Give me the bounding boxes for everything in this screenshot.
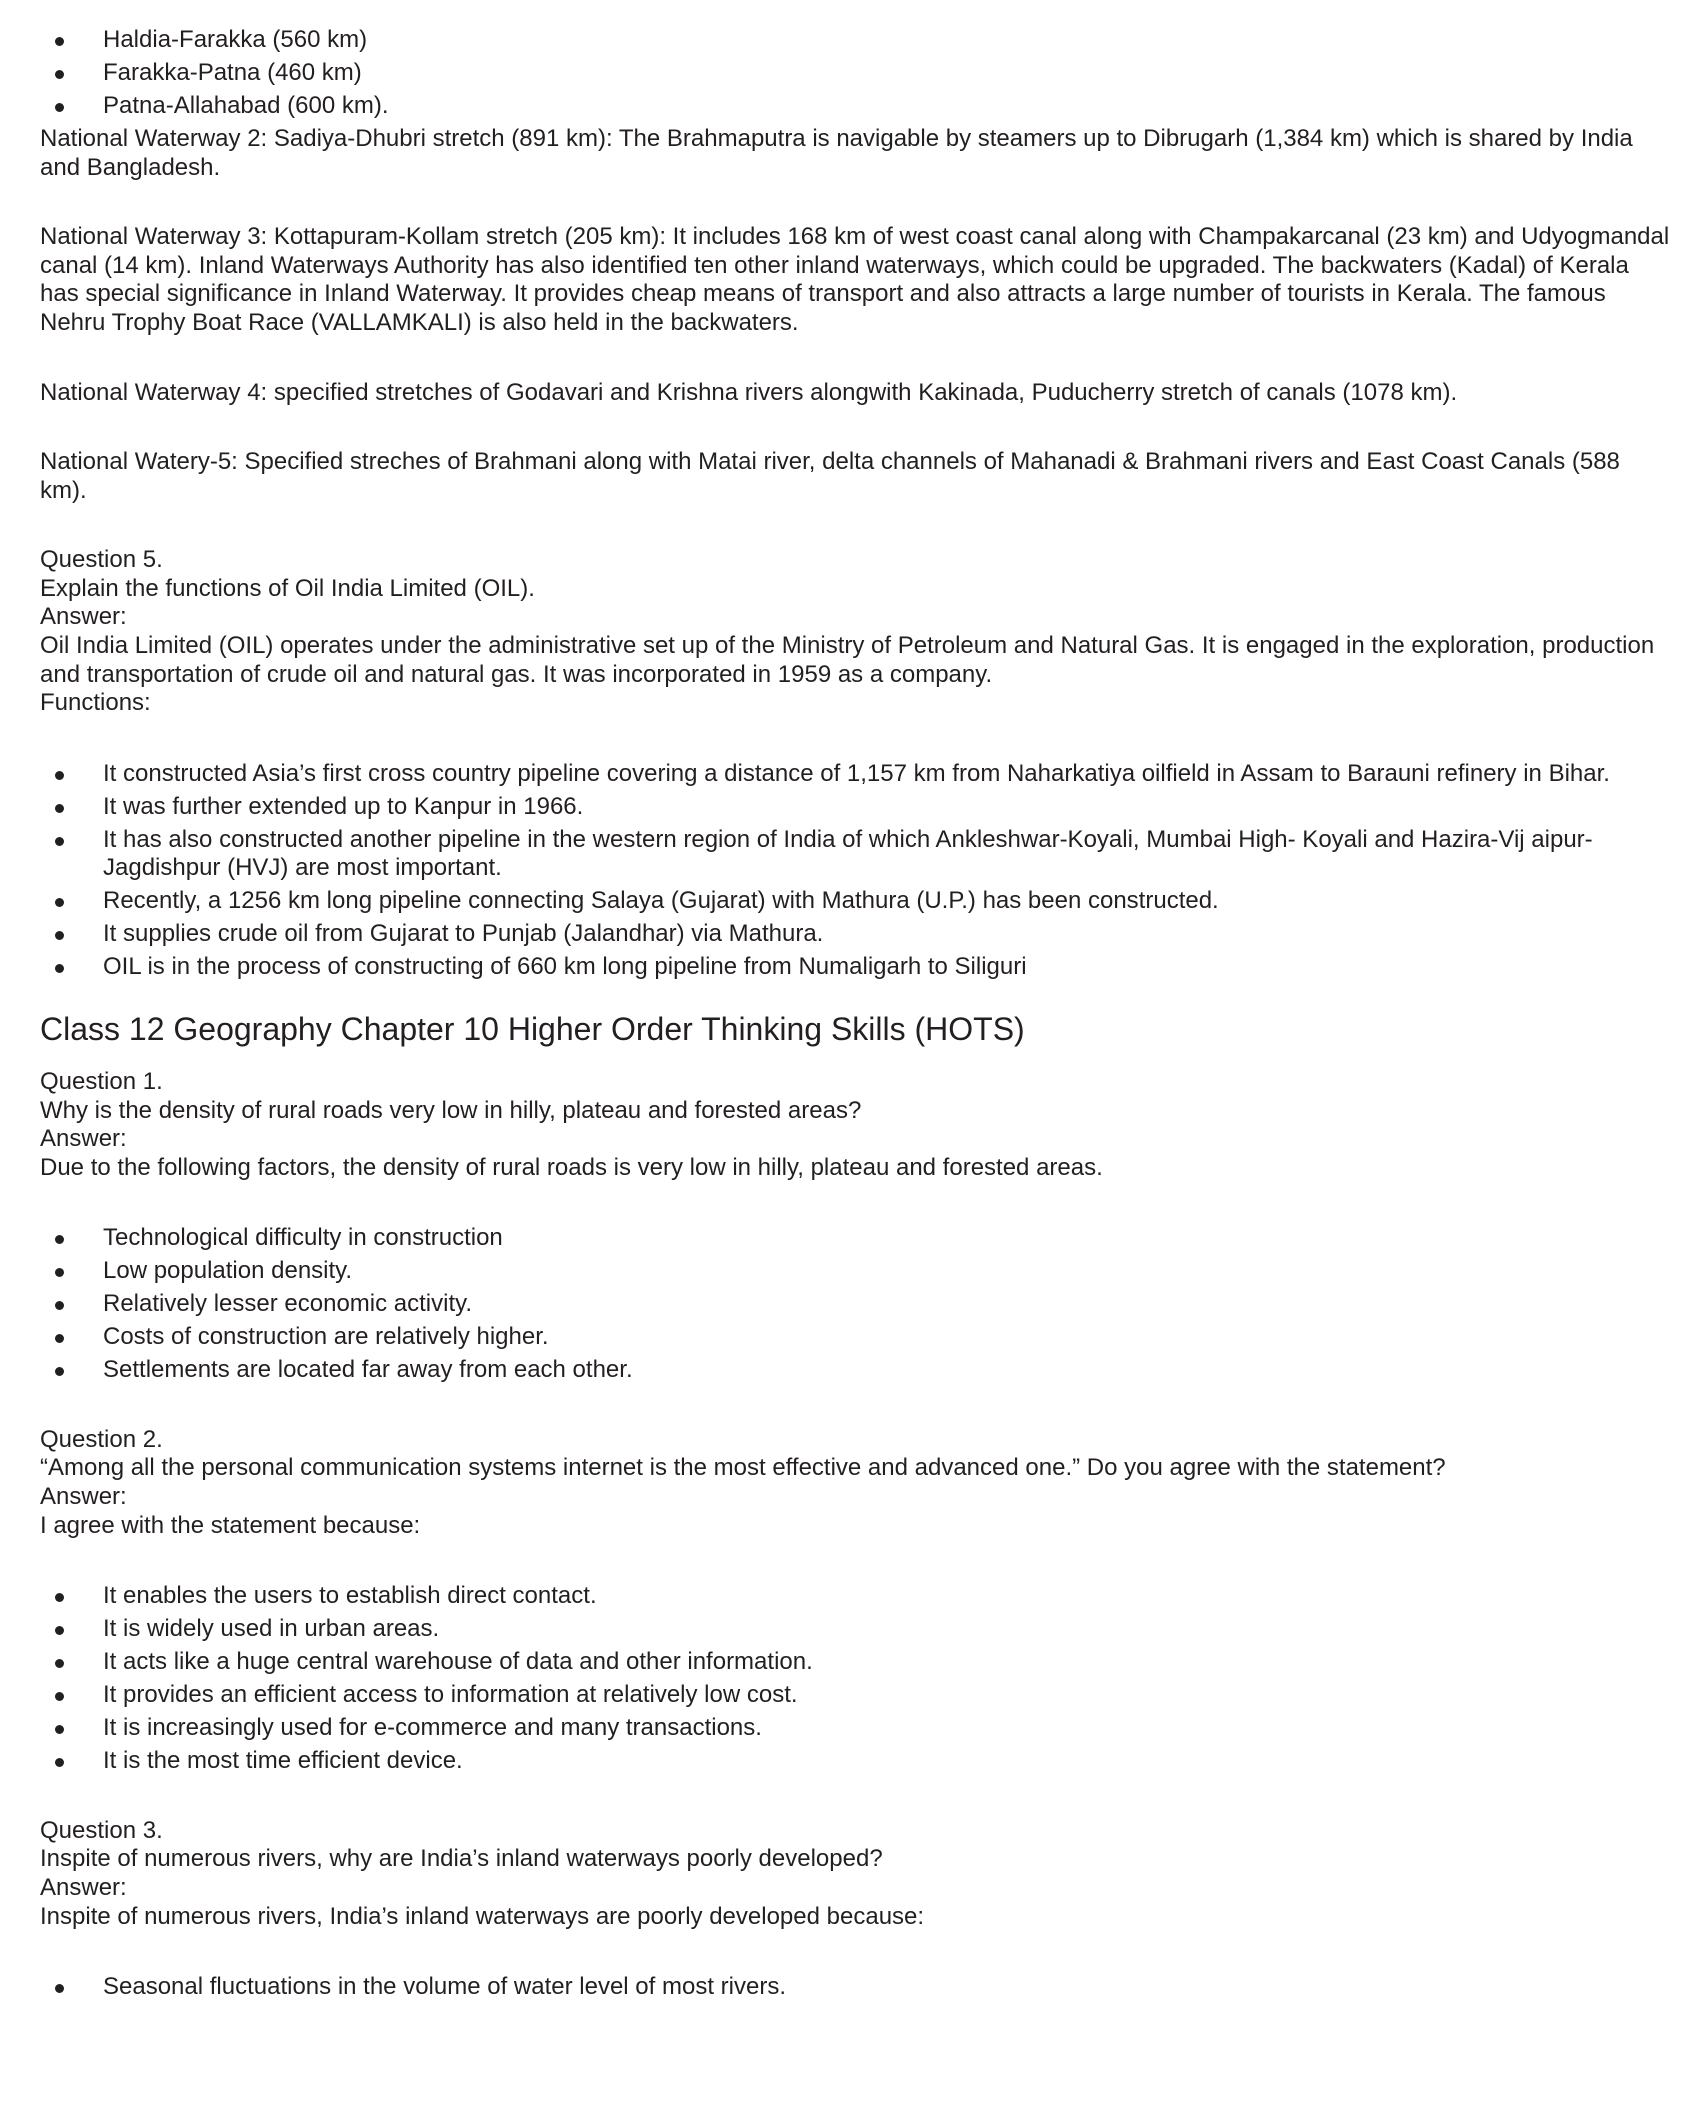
bullet-icon <box>55 1692 64 1701</box>
functions-label: Functions: <box>40 689 151 717</box>
list-item <box>40 59 1670 88</box>
answer-points-list <box>40 1973 1670 2002</box>
list-item <box>40 1681 1670 1710</box>
list-item-text: OIL is in the process of constructing of 660 km long pipeline from Numaligarh to Siliguri <box>103 953 1027 981</box>
list-item-text: Patna-Allahabad (600 km). <box>103 91 389 119</box>
question-text: “Among all the personal communication systems internet is the most effective and advanced one.” Do you agree with the statement? <box>40 1454 1446 1482</box>
answer-label: Answer: <box>40 1125 127 1153</box>
question-text: Explain the functions of Oil India Limited (OIL). <box>40 574 535 602</box>
bullet-icon <box>55 804 64 813</box>
list-item <box>40 793 1670 822</box>
list-item-text: Seasonal fluctuations in the volume of water level of most rivers. <box>103 1973 786 2001</box>
list-item <box>40 1356 1670 1385</box>
list-item-text: Low population density. <box>103 1257 353 1285</box>
list-item-text: Recently, a 1256 km long pipeline connecting Salaya (Gujarat) with Mathura (U.P.) has been constructed. <box>103 887 1219 915</box>
list-item <box>40 920 1670 949</box>
bullet-icon <box>55 1984 64 1993</box>
hots-section-title: Class 12 Geography Chapter 10 Higher Order Thinking Skills (HOTS) <box>40 1010 1025 1047</box>
bullet-icon <box>55 931 64 940</box>
list-item-text: It provides an efficient access to information at relatively low cost. <box>103 1681 798 1709</box>
list-item <box>40 887 1670 916</box>
list-item-text: It is the most time efficient device. <box>103 1747 463 1775</box>
list-item-text: Costs of construction are relatively higher. <box>103 1323 549 1351</box>
answer-text: I agree with the statement because: <box>40 1511 421 1539</box>
bullet-icon <box>55 837 64 846</box>
answer-points-list <box>40 1582 1670 1776</box>
answer-label: Answer: <box>40 1873 127 1901</box>
list-item <box>40 1323 1670 1352</box>
question-text: Inspite of numerous rivers, why are India’s inland waterways poorly developed? <box>40 1845 883 1873</box>
bullet-icon <box>55 1235 64 1244</box>
list-item-text: It acts like a huge central warehouse of data and other information. <box>103 1648 813 1676</box>
list-item <box>40 1973 1670 2002</box>
question-label: Question 1. <box>40 1067 163 1095</box>
list-item <box>40 1747 1670 1776</box>
answer-text: Oil India Limited (OIL) operates under the administrative set up of the Ministry of Petroleum and Natural Gas. It is engaged in the exploration, production and transportation of crude oil and natural gas. It was incorporated in 1959 as a company. <box>40 632 1655 688</box>
list-item-text: It is widely used in urban areas. <box>103 1615 440 1643</box>
list-item-text: It constructed Asia’s first cross country pipeline covering a distance of 1,157 km from Naharkatiya oilfield in Assam to Barauni refinery in Bihar. <box>103 759 1610 787</box>
waterway-2-paragraph: National Waterway 2: Sadiya-Dhubri stretch (891 km): The Brahmaputra is navigable by steamers up to Dibrugarh (1,384 km) which is shared by India and Bangladesh. <box>40 124 1633 181</box>
spacer <box>40 1931 1670 1973</box>
answer-text: Due to the following factors, the density of rural roads is very low in hilly, plateau and forested areas. <box>40 1153 1103 1181</box>
bullet-icon <box>55 1659 64 1668</box>
bullet-icon <box>55 1626 64 1635</box>
list-item <box>40 826 1670 883</box>
list-item <box>40 1290 1670 1319</box>
document-page <box>40 26 1670 2006</box>
bullet-icon <box>55 103 64 112</box>
list-item-text: Settlements are located far away from each other. <box>103 1356 633 1384</box>
list-item <box>40 953 1670 982</box>
list-item-text: It is increasingly used for e-commerce and many transactions. <box>103 1714 762 1742</box>
waterway-5-paragraph: National Watery-5: Specified streches of Brahmani along with Matai river, delta channels of Mahanadi & Brahmani rivers and East Coast Canals (588 km). <box>40 448 1620 504</box>
list-item-text: Farakka-Patna (460 km) <box>103 58 362 86</box>
list-item-text: It has also constructed another pipeline in the western region of India of which Ankleshwar-Koyali, Mumbai High- Koyali and Hazira-Vij aipur-Jagdishpur (HVJ) are most important. <box>103 825 1593 882</box>
list-item <box>40 1714 1670 1743</box>
list-item-text: It supplies crude oil from Gujarat to Punjab (Jalandhar) via Mathura. <box>103 920 824 948</box>
answer-label: Answer: <box>40 603 127 631</box>
list-item <box>40 1615 1670 1644</box>
bullet-icon <box>55 1367 64 1376</box>
bullet-icon <box>55 898 64 907</box>
list-item <box>40 1648 1670 1677</box>
list-item-text: Haldia-Farakka (560 km) <box>103 26 368 53</box>
bullet-icon <box>55 1334 64 1343</box>
list-item <box>40 1257 1670 1286</box>
bullet-icon <box>55 1593 64 1602</box>
list-item-text: Technological difficulty in construction <box>103 1224 503 1252</box>
bullet-icon <box>55 37 64 46</box>
nw1-stretch-list <box>40 26 1670 121</box>
spacer <box>40 1540 1670 1582</box>
list-item <box>40 1582 1670 1611</box>
bullet-icon <box>55 1301 64 1310</box>
question-label: Question 3. <box>40 1816 163 1844</box>
list-item <box>40 92 1670 121</box>
list-item <box>40 1224 1670 1253</box>
question-label: Question 2. <box>40 1425 163 1453</box>
spacer <box>40 718 1670 760</box>
bullet-icon <box>55 1758 64 1767</box>
bullet-icon <box>55 964 64 973</box>
hots-question-3-block <box>40 1817 1670 2002</box>
question-label: Question 5. <box>40 546 163 574</box>
hots-question-1-block <box>40 1068 1670 1385</box>
list-item <box>40 760 1670 789</box>
hots-question-2-block <box>40 1426 1670 1776</box>
bullet-icon <box>55 1268 64 1277</box>
spacer <box>40 1182 1670 1224</box>
answer-text: Inspite of numerous rivers, India’s inland waterways are poorly developed because: <box>40 1902 925 1930</box>
functions-list <box>40 760 1670 982</box>
bullet-icon <box>55 771 64 780</box>
waterway-3-paragraph: National Waterway 3: Kottapuram-Kollam stretch (205 km): It includes 168 km of west coast canal along with Champakarcanal (23 km) and Udyogmandal canal (14 km). Inland Waterways Authority has also identified ten other inland waterways, which could be upgraded. The backwaters (Kadal) of Kerala has special significance in Inland Waterway. It provides cheap means of transport and also attracts a large number of tourists in Kerala. The famous Nehru Trophy Boat Race (VALLAMKALI) is also held in the backwaters. <box>40 223 1670 336</box>
bullet-icon <box>55 70 64 79</box>
answer-points-list <box>40 1224 1670 1385</box>
answer-label: Answer: <box>40 1483 127 1511</box>
list-item-text: It was further extended up to Kanpur in 1966. <box>103 792 584 820</box>
list-item-text: Relatively lesser economic activity. <box>103 1290 473 1318</box>
bullet-icon <box>55 1725 64 1734</box>
list-item <box>40 26 1670 55</box>
waterway-4-paragraph: National Waterway 4: specified stretches of Godavari and Krishna rivers alongwith Kakinada, Puducherry stretch of canals (1078 km). <box>40 378 1458 406</box>
list-item-text: It enables the users to establish direct contact. <box>103 1582 597 1610</box>
question-5-block <box>40 546 1670 982</box>
question-text: Why is the density of rural roads very low in hilly, plateau and forested areas? <box>40 1096 862 1124</box>
